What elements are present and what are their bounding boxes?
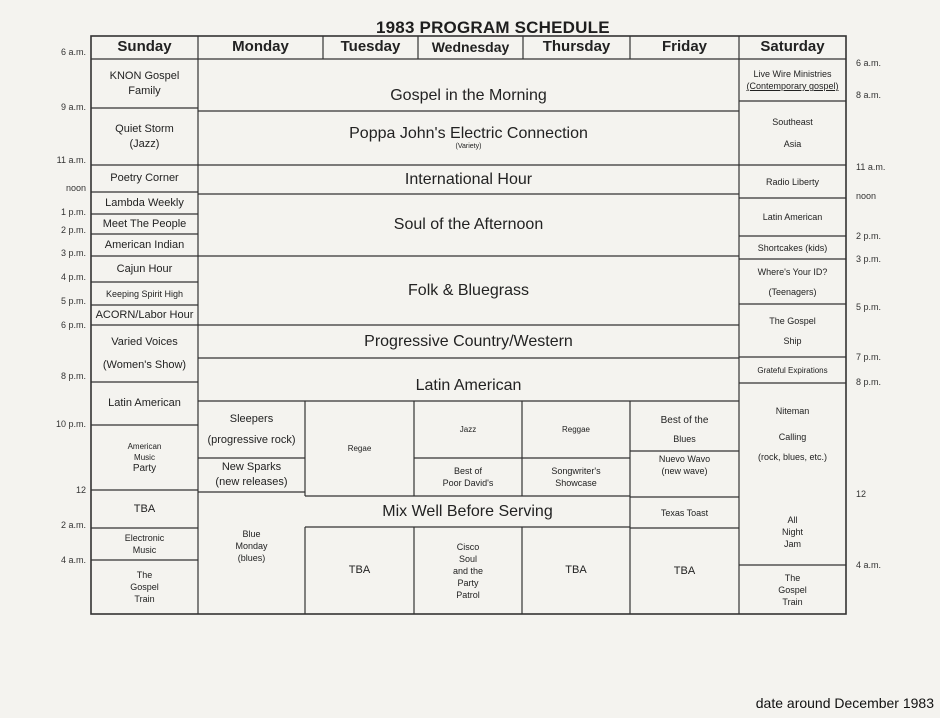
time-label: 2 a.m.: [60, 520, 86, 530]
program-poetry-corner: Poetry Corner: [110, 172, 179, 184]
time-label: 6 a.m.: [856, 58, 882, 68]
program-blue-monday: Blue Monday (blues): [235, 529, 268, 563]
day-header-monday: Monday: [232, 38, 289, 55]
program-soul-of-the-afternoon: Soul of the Afternoon: [393, 216, 544, 233]
time-label: 6 a.m.: [60, 47, 86, 57]
program-gospel-train-saturday: The Gospel Train: [778, 572, 807, 607]
time-label: noon: [856, 191, 877, 201]
program-regae: Regae: [347, 444, 372, 453]
program-american-music-party: American Music Party: [127, 442, 162, 474]
program-new-sparks: New Sparks (new releases): [215, 461, 288, 488]
time-label: 10 p.m.: [55, 419, 86, 429]
time-label: 4 p.m.: [60, 272, 86, 282]
program-jazz: Jazz: [459, 425, 477, 434]
program-grateful-expirations: Grateful Expirations: [757, 365, 828, 375]
program-varied-voices: Varied Voices (Women's Show): [102, 335, 187, 371]
program-latin-american-sunday: Latin American: [108, 397, 181, 409]
program-cajun-hour: Cajun Hour: [116, 262, 173, 275]
time-label: 8 a.m.: [856, 90, 882, 100]
program-shortcakes: Shortcakes (kids): [757, 242, 828, 253]
program-latin-american-saturday: Latin American: [762, 212, 823, 222]
program-mix-well-before-serving: Mix Well Before Serving: [382, 502, 553, 520]
time-label: 4 a.m.: [60, 555, 86, 565]
day-header-friday: Friday: [661, 38, 707, 55]
time-label: 9 a.m.: [60, 102, 86, 112]
time-label: 2 p.m.: [60, 225, 86, 235]
program-poppa-johns-electric-connection: Poppa John's Electric Connection (Variety): [349, 125, 588, 150]
program-all-night-jam: All Night Jam: [781, 514, 803, 549]
time-label: noon: [65, 183, 86, 193]
time-label: 11 a.m.: [856, 162, 886, 172]
program-gospel-train-sunday: The Gospel Train: [130, 570, 159, 604]
day-header-thursday: Thursday: [542, 38, 611, 55]
program-acorn-labor-hour: ACORN/Labor Hour: [95, 308, 194, 321]
program-texas-toast: Texas Toast: [660, 507, 709, 518]
time-label: 5 p.m.: [60, 296, 86, 306]
program-meet-the-people: Meet The People: [102, 217, 187, 230]
time-label: 1 p.m.: [60, 207, 86, 217]
program-international-hour: International Hour: [404, 170, 533, 188]
program-lambda-weekly: Lambda Weekly: [105, 196, 184, 209]
program-cisco-soul-party-patrol: Cisco Soul and the Party Patrol: [452, 541, 484, 600]
program-songwriters-showcase: Songwriter's Showcase: [551, 466, 601, 488]
program-live-wire-ministries: Live Wire Ministries (Contemporary gospel): [746, 69, 839, 91]
program-southeast-asia: Southeast Asia: [772, 117, 813, 149]
program-quiet-storm: Quiet Storm (Jazz): [115, 122, 174, 150]
program-tba-friday: TBA: [673, 564, 696, 577]
program-best-of-the-blues: Best of the Blues: [660, 415, 709, 444]
program-latin-american-weekday: Latin American: [415, 376, 522, 394]
program-american-indian: American Indian: [104, 238, 185, 251]
time-label: 8 p.m.: [60, 371, 86, 381]
time-label: 3 p.m.: [856, 254, 882, 264]
program-the-gospel-ship: The Gospel Ship: [769, 315, 816, 346]
time-label: 4 a.m.: [856, 560, 882, 570]
time-label: 2 p.m.: [856, 231, 882, 241]
program-best-of-poor-davids: Best of Poor David's: [442, 466, 494, 488]
program-niteman-calling: Niteman Calling (rock, blues, etc.): [757, 406, 828, 462]
time-label: 12: [856, 489, 867, 499]
time-label: 12: [75, 485, 86, 495]
program-electronic-music: Electronic Music: [124, 533, 165, 555]
time-label: 3 p.m.: [60, 248, 86, 258]
time-label: 5 p.m.: [856, 302, 882, 312]
program-keeping-spirit-high: Keeping Spirit High: [105, 288, 184, 299]
day-header-wednesday: Wednesday: [431, 38, 510, 55]
program-gospel-in-the-morning: Gospel in the Morning: [390, 87, 547, 104]
program-tba-thursday: TBA: [565, 564, 587, 576]
program-progressive-country-western: Progressive Country/Western: [364, 332, 573, 350]
program-wheres-your-id: Where's Your ID? (Teenagers): [757, 266, 828, 297]
day-header-tuesday: Tuesday: [340, 38, 401, 55]
time-label: 8 p.m.: [856, 377, 882, 387]
program-tba-sunday: TBA: [133, 502, 156, 515]
program-reggae: Reggae: [561, 425, 591, 434]
page-title: 1983 PROGRAM SCHEDULE: [376, 18, 610, 37]
program-radio-liberty: Radio Liberty: [765, 176, 820, 187]
program-folk-bluegrass: Folk & Bluegrass: [408, 281, 529, 299]
time-label: 11 a.m.: [56, 155, 86, 165]
time-label: 6 p.m.: [60, 320, 86, 330]
program-tba-tuesday: TBA: [348, 564, 371, 576]
time-label: 7 p.m.: [856, 352, 882, 362]
program-nuevo-wavo: Nuevo Wavo (new wave): [658, 454, 711, 476]
program-knon-gospel-family: KNON Gospel Family: [109, 69, 180, 97]
day-header-sunday: Sunday: [117, 38, 172, 55]
day-header-saturday: Saturday: [760, 38, 825, 55]
date-note: date around December 1983: [755, 695, 934, 711]
program-sleepers: Sleepers (progressive rock): [207, 412, 296, 446]
